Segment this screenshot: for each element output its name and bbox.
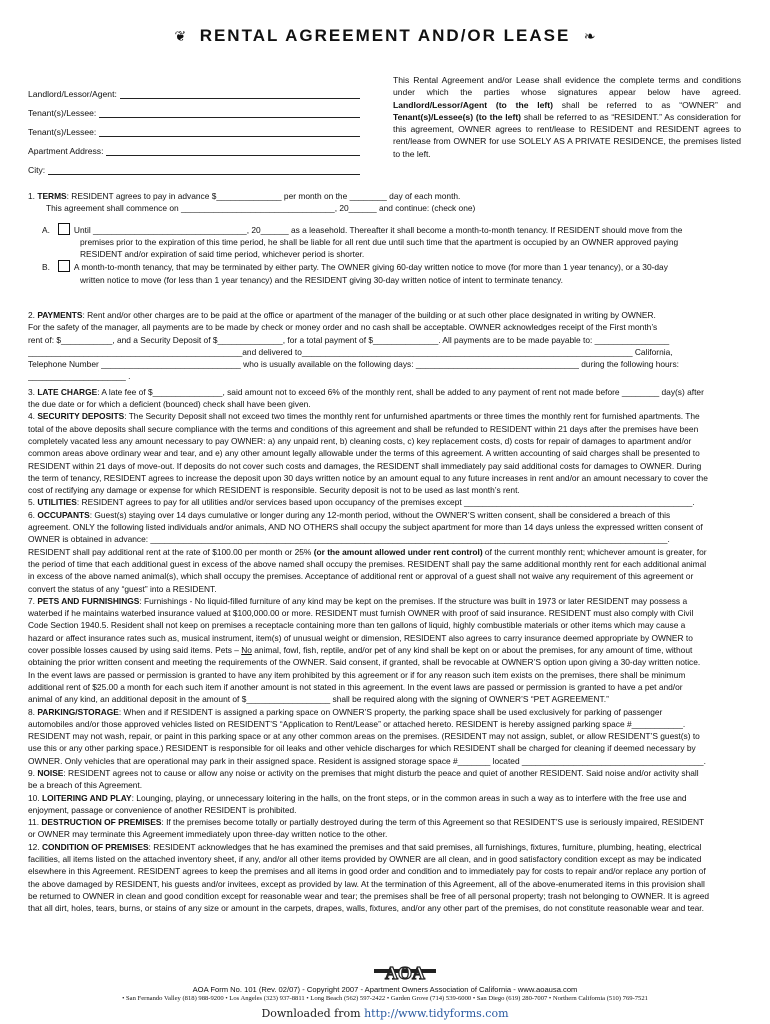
clause-5-line-1[interactable]: 5. UTILITIES: RESIDENT agrees to pay for all utilities and/or services based upon occupancy of the premises except _________________________________________________.: [28, 497, 695, 508]
clause-9-line-2: be a breach of this Agreement.: [28, 780, 143, 791]
clause-8-line-1: 8. PARKING/STORAGE: When and if RESIDENT is assigned a parking space on OWNER’S property, the parking space shall be used exclusively for parking of passenger: [28, 706, 663, 717]
terms-line-2: This agreement shall commence on _________________________________, 20______ and continue: (check one): [46, 203, 476, 214]
condition-heading: CONDITION OF PREMISES: [41, 841, 149, 852]
clause-12-line-6: that all dirt, holes, tears, burns, or stains of any size or amount in the carpets, drapes, walls, fixtures, and/or any other part of the premises, do not constitute reasonable wear and tear.: [28, 903, 704, 914]
terms-heading: TERMS: [37, 191, 67, 201]
occupants-heading: OCCUPANTS: [37, 509, 90, 520]
clause-7-line-2: waterbed if he maintains waterbed insurance valued at $100,000.00 or more. RESIDENT must furnish OWNER with proof of said insurance. RESIDENT must also comply with Civil: [28, 608, 694, 619]
option-a-line-3: RESIDENT and/or expiration of said time period, whichever period is shorter.: [80, 249, 365, 260]
clause-2-line-1: 2. PAYMENTS: Rent and/or other charges are to be paid at the office or apartment of the manager of the building or at such other place designated in writing by OWNER.: [28, 310, 656, 320]
rent-control-note: (or the amount allowed under rent control): [313, 546, 483, 557]
loitering-heading: LOITERING AND PLAY: [41, 792, 132, 803]
parking-storage-heading: PARKING/STORAGE: [37, 706, 119, 717]
clause-7-line-6: obtaining the prior written consent and meeting the requirements of the OWNER. Said consent, if granted, shall be revocable at OWNER’S option upon giving a 30-day written notice.: [28, 657, 701, 668]
clause-6-line-2: agreement. ONLY the following listed individuals and/or animals, AND NO OTHERS shall occupy the subject apartment for more than 14 days unless the expressed written consent of: [28, 522, 703, 533]
tenant-label-2: Tenant(s)/Lessee:: [28, 127, 97, 137]
clause-7-line-9[interactable]: animal of any kind, an additional deposit in the amount of $__________________ shall be required along with the signing of OWNER’S “PET AGREEMENT.”: [28, 694, 609, 705]
tenant-label-1: Tenant(s)/Lessee:: [28, 108, 97, 118]
clause-6-line-4: RESIDENT shall pay additional rent at the rate of $100.00 per month or 25% (or the amount allowed under rent control) of the current monthly rent; whichever amount is greater, for: [28, 546, 707, 557]
clause-8-line-4: use this or any other parking space.) RESIDENT is responsible for oil leaks and other vehicle discharges for which RESIDENT shall be charged for cleaning if deemed necessary by: [28, 743, 696, 754]
clause-2-line-6[interactable]: _____________________ .: [28, 371, 131, 382]
city-field[interactable]: [28, 156, 360, 175]
office-phones-line: • San Fernando Valley (818) 988-9200 • Los Angeles (323) 937-8811 • Long Beach (562) 597-2422 • Garden Grove (714) 539-6000 • San Diego (619) 280-7007 • Northern California (510) 769-7521: [122, 995, 648, 1002]
parties-block: [28, 80, 360, 175]
landlord-field[interactable]: [28, 80, 360, 99]
clause-11-line-2: or OWNER may terminate this Agreement immediately upon three-day written notice to the other.: [28, 829, 388, 840]
utilities-heading: UTILITIES: [37, 497, 77, 508]
clause-6-line-7: convert the status of any “guest” into a RESIDENT.: [28, 583, 217, 594]
clause-6-line-5: the period of time that each additional guest in excess of the above named shall occupy the premises. RESIDENT shall pay the same additional monthly rent for each additional animal: [28, 558, 707, 569]
option-b-line-2: written notice to move (for less than 1 year tenancy) and the RESIDENT giving 30-day written notice of intent to terminate tenancy.: [80, 274, 563, 285]
option-a-line-2: premises prior to the expiration of this time period, he shall be liable for all rent due until such time that the apartment is occupied by an OWNER approved paying: [80, 236, 679, 247]
clause-7-line-8: additional rent of $25.00 a month for each such item if another amount is not stated in this agreement. In the event laws are passed or permission is granted to have a pet and/or: [28, 681, 683, 692]
download-notice: [0, 1007, 770, 1020]
address-line[interactable]: [106, 146, 360, 156]
city-label: City:: [28, 165, 46, 175]
option-a-line-1: A. Until _________________________________, 20______ as a leasehold. Thereafter it shall become a month-to-month tenancy. If RESIDENT should move from the: [42, 224, 683, 235]
clause-8-line-5[interactable]: OWNER. Only vehicles that are operational may park in their assigned space. Resident is assigned storage space #_______ located _______________________________________.: [28, 755, 706, 766]
clause-3-line-2: the due date or for which a deficient (bounced) check shall have been given.: [28, 399, 311, 410]
clause-2-line-4[interactable]: ______________________________________________and delivered to_______________________________________________________________________ California,: [28, 346, 673, 357]
clause-12-line-4: the above damaged by RESIDENT, his guests and/or invitees, except as provided by law. At the termination of this Agreement, all of the above-enumerated items in this provision shall: [28, 878, 705, 889]
clause-4-line-4: common areas above ordinary wear and tear, and e) any other amount legally allowable under the terms of this agreement. A written accounting of said charges shall be presented to: [28, 448, 700, 459]
intro-text-1: This Rental Agreement and/or Lease shall evidence the complete terms and conditions under which the parties whose signatures appear below have agreed.: [393, 75, 741, 98]
clause-7-line-1: 7. PETS AND FURNISHINGS: Furnishings - No liquid-filled furniture of any kind may be kept on the premises. If the structure was built in 1973 or later RESIDENT may possess a: [28, 595, 688, 606]
aoa-logo: [374, 960, 436, 982]
intro-text-2: shall be referred to as “OWNER” and: [553, 99, 741, 110]
tenant-field-1[interactable]: [28, 99, 360, 118]
download-link[interactable]: http://www.tidyforms.com: [364, 1007, 509, 1020]
logo-text: AOA: [385, 963, 425, 982]
clause-2-line-5[interactable]: Telephone Number ______________________________ who is usually available on the following days: ___________________________________ during the following hours:: [28, 359, 679, 370]
option-a-label: A.: [42, 224, 50, 235]
clause-9-line-1: 9. NOISE: RESIDENT agrees not to cause or allow any noise or activity on the premises that might disturb the peace and quiet of another RESIDENT. Said noise and/or activity shall: [28, 767, 699, 778]
clause-8-line-3: RESIDENT may not wash, repair, or paint in this parking space or at any other common areas on the premises. (RESIDENT may not assign, sublet, or allow RESIDENT’S guest(s) to: [28, 731, 700, 742]
clause-12-line-3: elsewhere in this Agreement. RESIDENT agrees to keep the premises and all items in good order and condition and to immediately pay for costs to repair and/or replace any portion of: [28, 866, 706, 877]
ornament-left-icon: ❦: [174, 28, 187, 44]
document-title: [0, 26, 770, 46]
clause-12-line-1: 12. CONDITION OF PREMISES: RESIDENT acknowledges that he has examined the premises and that said premises, all furnishings, fixtures, furniture, plumbing, heating, electrical: [28, 841, 702, 852]
clause-4-line-2: total of the above deposits shall secure compliance with the terms and conditions of this agreement and shall be refunded to RESIDENT within 21 days after the premises have been: [28, 423, 699, 434]
payments-heading: PAYMENTS: [37, 310, 83, 320]
title-text: RENTAL AGREEMENT AND/OR LEASE: [199, 26, 571, 45]
city-line[interactable]: [48, 165, 360, 175]
clause-4-line-5: RESIDENT within 21 days of move-out. If deposits do not cover such costs and damages, the RESIDENT shall immediately pay said additional costs for damages to OWNER. During: [28, 460, 702, 471]
clause-11-line-1: 11. DESTRUCTION OF PREMISES: If the premises become totally or partially destroyed during the term of this Agreement so that RESIDENT’S use is seriously impaired, RESIDENT: [28, 817, 705, 828]
clause-8-line-2[interactable]: automobiles and/or those approved vehicles listed on RESIDENT’S “Application to Rent/Lease” or attached hereto. RESIDENT is hereby assigned parking space #___________.: [28, 718, 686, 729]
intro-owner-term: Landlord/Lessor/Agent (to the left): [393, 99, 553, 110]
clause-6-line-6: in excess of the above named animal(s), which shall occupy the premises. Acceptance of additional rent or approval of a guest shall not waive any requirement of this agreement or: [28, 571, 694, 582]
clause-4-line-3: completely vacated less any amount necessary to pay OWNER: a) any unpaid rent, b) cleaning costs, c) key replacement costs, d) costs for repair of damages to apartment and/or: [28, 435, 692, 446]
security-deposits-heading: SECURITY DEPOSITS: [37, 411, 125, 422]
form-info-line: AOA Form No. 101 (Rev. 02/07) - Copyright 2007 - Apartment Owners Association of California - www.aoausa.com: [192, 985, 578, 994]
option-b-checkbox[interactable]: [58, 260, 70, 272]
tenant-line-1[interactable]: [99, 108, 360, 118]
section-terms: [28, 190, 742, 286]
clause-4-line-6: the term of tenancy, RESIDENT agrees to increase the deposit upon 30 days written notice by an amount equal to any future increases in rent and/or an amount necessary to cover the: [28, 472, 708, 483]
option-a-checkbox[interactable]: [58, 223, 70, 235]
clause-10-line-2: enjoyment, passage or convenience of another RESIDENT is prohibited.: [28, 804, 297, 815]
clause-4-line-7: cost of rectifying any damage or expense for which RESIDENT is responsible. Security deposit is not to be used as last month’s rent.: [28, 485, 520, 496]
intro-paragraph: [393, 74, 741, 160]
ornament-right-icon: ❧: [583, 28, 596, 44]
landlord-label: Landlord/Lessor/Agent:: [28, 89, 117, 99]
clause-6-line-1: 6. OCCUPANTS: Guest(s) staying over 14 days cumulative or longer during any 12-month period, without the OWNER’S written consent, shall be considered a breach of this: [28, 509, 671, 520]
landlord-line[interactable]: [120, 89, 360, 99]
intro-resident-term: Tenant(s)/Lessee(s) (to the left): [393, 111, 522, 122]
noise-heading: NOISE: [37, 767, 64, 778]
pets-furnishings-heading: PETS AND FURNISHINGS: [37, 595, 140, 606]
clause-7-line-5: cover possible losses caused by using said items. Pets – No animal, fowl, fish, reptile, and/or pet of any kind shall be kept on or about the premises, for any amount of time, without: [28, 645, 693, 656]
clauses-block: [28, 309, 742, 915]
late-charge-heading: LATE CHARGE: [37, 386, 98, 397]
clause-2-line-2: For the safety of the manager, all payments are to be made by check or money order and no cash shall be acceptable. OWNER acknowledges receipt of the First month’s: [28, 322, 658, 333]
clause-2-line-3[interactable]: rent of: $___________, and a Security Deposit of $______________, for a total payment of $______________. All payments are to be made payable to: ________________: [28, 334, 670, 345]
option-b-line-1: B. A month-to-month tenancy, that may be terminated by either party. The OWNER giving 60-day written notice to move (for more than 1 year tenancy), or a 30-day: [42, 262, 668, 273]
clause-6-line-3[interactable]: OWNER is obtained in advance: _______________________________________________________________________________________________________________.: [28, 534, 670, 545]
terms-line-1: 1. TERMS: RESIDENT agrees to pay in advance $______________ per month on the ________ day of each month.: [28, 191, 461, 201]
clause-10-line-1: 10. LOITERING AND PLAY: Lounging, playing, or unnecessary loitering in the halls, on the front steps, or in the common areas in such a way as to interfere with the free use and: [28, 792, 687, 803]
tenant-field-2[interactable]: [28, 118, 360, 137]
destruction-heading: DESTRUCTION OF PREMISES: [41, 817, 162, 828]
clause-12-line-5: be returned to OWNER in clean and good condition except for reasonable wear and tear; the premises shall be free of all personal property; trash not belonging to OWNER. It is agreed: [28, 890, 710, 901]
clause-4-line-1: 4. SECURITY DEPOSITS: The Security Deposit shall not exceed two times the monthly rent for unfurnished apartments or three times the monthly rent for furnished apartments. The: [28, 411, 700, 422]
download-prefix: Downloaded from: [261, 1007, 365, 1020]
clause-12-line-2: facilities, all items listed on the attached inventory sheet, if any, and/or all other items provided by OWNER are all clean, and in good satisfactory condition except as may be indicated: [28, 854, 702, 865]
clause-7-line-3: Code Section 1940.5. Resident shall not keep on premises a receptacle containing more than ten gallons of liquid, highly combustible materials or other items which may cause a: [28, 620, 686, 631]
intro-text-3: shall be referred to as “RESIDENT.” As consideration for this agreement, OWNER agrees to rent/lease to RESIDENT and RESIDENT agrees to rent/lease from OWNER for use SOLELY AS A PRIVATE RESIDENCE, the premises listed to the left.: [393, 111, 741, 159]
tenant-line-2[interactable]: [99, 127, 360, 137]
option-b-label: B.: [42, 262, 50, 273]
clause-3-line-1: 3. LATE CHARGE: A late fee of $_______________, said amount not to exceed 6% of the monthly rent, shall be added to any payment of rent not made before ________ day(s) after: [28, 386, 704, 397]
clause-7-line-7: In the event laws are passed or permission is granted to have any item prohibited by this agreement or if for any reason such item exists on the premises, there shall be minimum: [28, 669, 686, 680]
address-field[interactable]: [28, 137, 360, 156]
clause-7-line-4: hazard or affect insurance rates such as, musical instrument, item(s) of unusual weight or dimension, RESIDENT also agrees to carry insurance deemed appropriate by OWNER to: [28, 632, 693, 643]
address-label: Apartment Address:: [28, 146, 104, 156]
